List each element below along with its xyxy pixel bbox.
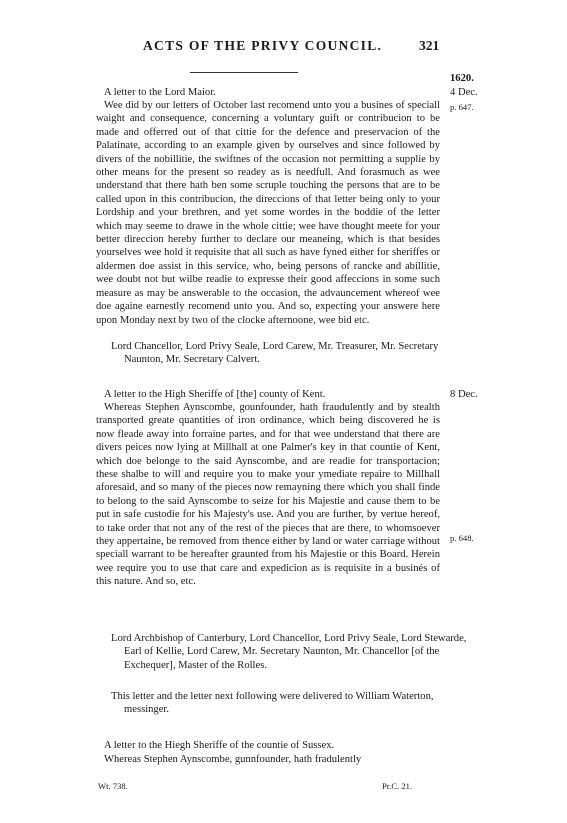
letter-2-heading: A letter to the High Sheriffe of [the] county of Kent. <box>104 389 326 400</box>
margin-year: 1620. <box>450 73 474 84</box>
footer-left: Wt. 738. <box>98 781 128 791</box>
letter-2-signatories: Lord Archbishop of Canterbury, Lord Chancellor, Lord Privy Seale, Lord Stewarde, Earl of Kellie, Lord Carew, Mr. Secretary Naunton, Mr. Chancellor [of the Exchequer], Master of the Rolles. <box>111 633 467 671</box>
letter-1-body: Wee did by our letters of October last recomend unto you a busines of speciall waight and consequence, concerning a voluntary guift or contribucion to be made and offerred out of that cittie for the defence and preservacion of the Palatinate, according to an example given by ourselves and since followed by divers of the nobillitie, the swiftnes of the occasion not permitting a supplie by other means for the present so readey as is needfull. And forasmuch as wee understand that there hath ben some scruple touching the persons that are to be called upon in this contribucion, the direccions of that letter being only to your Lordship and your brethren, and yet some wordes in the boddie of the letter which may seeme to drawe in the whole cittie; wee have thought meete for your better direccion hereby further to declare our meaneing, which is that besides yourselves wee hold it requisite that all such as have fyned either for sheriffes or aldermen doe assist in this service, who, being persons of rancke and abillitie, wee doubt not but wilbe readie to expresse their good affeccions in some such measure as may be answerable to the occasion, the advauncement whereof wee doe againe earnestly recomend unto you. And so, expecting your answere here upon Monday next by two of the clocke afternoone, wee bid etc. <box>96 100 440 326</box>
letter-1-signatories: Lord Chancellor, Lord Privy Seale, Lord Carew, Mr. Treasurer, Mr. Secretary Naunton, Mr. Secretary Calvert. <box>111 341 439 366</box>
letter-3-heading: A letter to the Hiegh Sheriffe of the countie of Sussex. <box>104 740 335 751</box>
letter-3-body-start: Whereas Stephen Aynscombe, gunnfounder, hath fradulently <box>104 754 362 765</box>
page-header <box>0 38 567 58</box>
header-rule <box>190 72 298 73</box>
letter-2-note: This letter and the letter next following were delivered to William Waterton, messinger. <box>111 691 434 716</box>
margin-date-1: 4 Dec. <box>450 87 478 98</box>
running-title: ACTS OF THE PRIVY COUNCIL. <box>143 38 383 53</box>
letter-2-body: Whereas Stephen Aynscombe, gounfounder, hath fraudulently and by stealth transported greate quantities of iron ordinance, which being discovered he is now fleade away into forraine partes, and for that wee understand that there are divers peices now lying at Millhall at one Palmer's key in that countie of Kent, which doe belonge to the said Aynscombe, and are readie for transportacion; these shalbe to will and require you to make your ymediate repaire to Millhall aforesaid, and so many of the pieces now remayning there which you shall finde to belong to the said Aynscombe to seize for his Majestie and cause them to be put in safe custodie for his Majesty's use. And you are further, by vertue hereof, to take order that not any of the rest of the pieces that are there, to whomsoever they appertaine, be removed from thence either by land or water carriage without speciall warrant to be hereafter graunted from his Majestie or this Board. Herein wee require you to use that care and expedicion as is requisite in a businés of this nature. And so, etc. <box>96 402 440 588</box>
margin-date-2: 8 Dec. <box>450 389 478 400</box>
margin-page-ref-1: p. 647. <box>450 102 474 112</box>
margin-page-ref-2: p. 648. <box>450 533 474 543</box>
page-number: 321 <box>419 38 440 53</box>
letter-1-heading: A letter to the Lord Maior. <box>104 87 216 98</box>
footer-right: Pr.C. 21. <box>382 781 413 791</box>
